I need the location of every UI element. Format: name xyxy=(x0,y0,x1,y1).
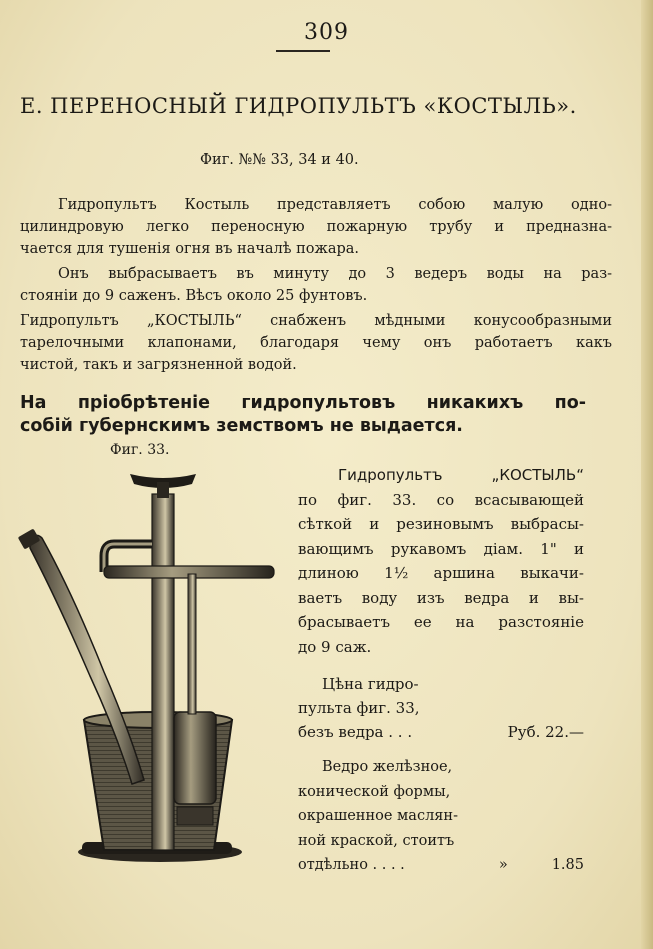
price-row xyxy=(298,720,584,744)
desc-line: длиною 1½ аршина выкачи- xyxy=(298,564,584,582)
suction-strainer xyxy=(177,807,213,825)
subsidy-notice xyxy=(20,392,586,438)
page-number: 309 xyxy=(304,20,349,45)
piston-rod xyxy=(188,574,196,714)
price-line: Цѣна гидро- xyxy=(322,675,419,693)
figure-caption: Фиг. 33. xyxy=(110,442,170,458)
price-line: пульта фиг. 33, xyxy=(298,699,420,717)
bucket-line: конической формы, xyxy=(298,783,451,800)
price-label: безъ ведра . . . xyxy=(298,723,413,741)
figure-reference: Фиг. №№ 33, 34 и 40. xyxy=(200,152,359,168)
section-title: Е. ПЕРЕНОСНЫЙ ГИДРОПУЛЬТЪ «КОСТЫЛЬ». xyxy=(20,94,577,118)
desc-line: вающимъ рукавомъ діам. 1" и xyxy=(298,539,584,558)
text-line: чается для тушенія огня въ началѣ пожара. xyxy=(20,241,360,257)
text-line: цилиндровую легко переносную пожарную трубу и предназна- xyxy=(20,219,612,235)
bucket-line: окрашенное маслян- xyxy=(298,808,458,824)
page-number-rule xyxy=(276,50,330,52)
text-line: Онъ выбрасываетъ въ минуту до 3 ведеръ воды на раз- xyxy=(58,266,612,282)
bucket-line: Ведро желѣзное, xyxy=(322,759,453,775)
pump-price xyxy=(298,672,584,744)
intro-paragraph-2 xyxy=(20,263,612,307)
desc-line: Гидропультъ „КОСТЫЛЬ“ xyxy=(338,466,584,484)
text-line: Гидропультъ „КОСТЫЛЬ“ снабженъ мѣдными конусообразными xyxy=(20,313,612,329)
desc-line: ваетъ воду изъ ведра и вы- xyxy=(298,588,584,607)
price-value: Руб. 22.— xyxy=(507,723,584,741)
pump-cylinder xyxy=(174,712,216,804)
desc-line: сѣткой и резиновымъ выбрасы- xyxy=(298,515,584,533)
bucket-label: отдѣльно . . . . xyxy=(298,857,405,873)
notice-line: собій губернскимъ земствомъ не выдается. xyxy=(20,416,463,436)
bucket-price xyxy=(298,755,584,878)
desc-line: до 9 саж. xyxy=(298,637,372,656)
text-line: Гидропультъ Костыль представляетъ собою малую одно- xyxy=(58,197,612,213)
figure-description xyxy=(298,463,584,659)
bucket-price-row xyxy=(298,853,584,878)
desc-line: брасываетъ ее на разстояніе xyxy=(298,613,584,631)
text-line: стояніи до 9 саженъ. Вѣсъ около 25 фунтовъ. xyxy=(20,288,368,304)
intro-paragraph-3 xyxy=(20,310,612,376)
desc-line: по фиг. 33. со всасывающей xyxy=(298,490,584,509)
page-binding-edge xyxy=(641,0,653,949)
bucket-price-value: 1.85 xyxy=(551,857,584,873)
notice-line: На пріобрѣтеніе гидропультовъ никакихъ по- xyxy=(20,393,586,413)
intro-paragraph-1 xyxy=(20,194,612,260)
bucket-line: ной краской, стоитъ xyxy=(298,832,455,849)
main-tube xyxy=(152,494,174,850)
text-line: чистой, такъ и загрязненной водой. xyxy=(20,357,297,373)
hydropult-illustration xyxy=(12,462,282,882)
text-line: тарелочными клапонами, благодаря чему онъ работаетъ какъ xyxy=(20,335,612,351)
ditto-mark: » xyxy=(498,857,508,873)
